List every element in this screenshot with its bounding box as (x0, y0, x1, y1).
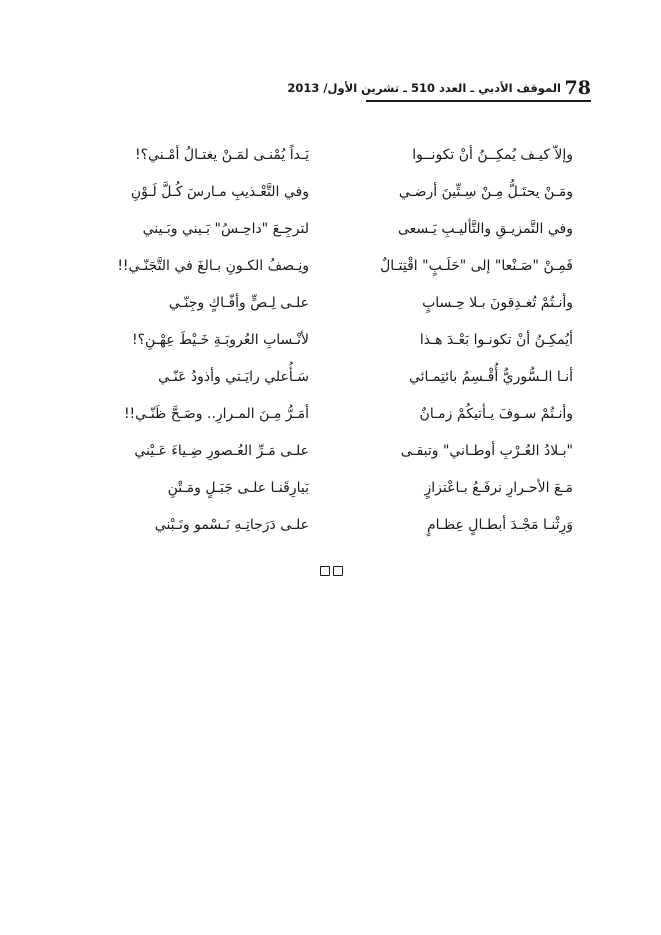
second-hemistich: سَـأُعلي رايَـتي وأذودُ عَنّـي (158, 369, 309, 385)
first-hemistich: وَرِثْنـا مَجْـدَ أبطـالٍ عِظـامٍ (426, 517, 573, 533)
second-hemistich: علـى مَـرِّ العُـصورِ ضِـياءَ عَـيْني (134, 443, 309, 459)
end-of-poem-mark (312, 566, 350, 580)
second-hemistich: وفي التَّعْـذيبِ مـارسَ كُـلَّ لَـوْنِ (130, 184, 309, 200)
first-hemistich: وفي التَّمزيـقِ والتَّأليـبِ يَـسعى (398, 221, 573, 237)
verse-2 (0, 178, 661, 215)
verse-7 (0, 363, 661, 400)
page-number: 78 (564, 77, 591, 99)
second-hemistich: علـى دَرَجاتِـهِ نَـسْمو ونَـبْني (154, 517, 309, 533)
square-icon (333, 566, 343, 576)
first-hemistich: فَمِـنْ "صَـنْعا" إلى "حَلَـبٍ" اقْتِتـالٌ (380, 258, 573, 274)
verse-3 (0, 215, 661, 252)
second-hemistich: لأنْـسابِ العُروبَـةِ خَـيْطَ عِهْـنِ؟! (131, 332, 309, 348)
second-hemistich: لترجِـعَ "داحِـسُ" بَـيني وبَـيني (142, 221, 309, 237)
first-hemistich: ومَـنْ يحتَـلُّ مِـنْ سِـتِّينَ أرضـي (398, 184, 573, 200)
verse-6 (0, 326, 661, 363)
verse-9 (0, 437, 661, 474)
verse-11 (0, 511, 661, 548)
second-hemistich: أمَـرُّ مِـنَ المـرارِ.. وصَـحَّ ظَنّـي!! (123, 406, 309, 422)
first-hemistich: وإلاّ كيـف يُمكِــنُ أنْ تكونــوا (412, 147, 573, 163)
page-header (287, 76, 591, 102)
first-hemistich: "بـلادُ العُـرْبِ أوطـاني" وتبقـى (400, 443, 573, 459)
second-hemistich: ونِـصفُ الكـونِ بـالغَ في التَّجَنّـي!! (117, 258, 309, 274)
header-rule (366, 100, 591, 102)
second-hemistich: يَـداً يُمْنـى لمَـنْ يغتـالُ أمْـني؟! (135, 147, 309, 163)
first-hemistich: وأنـتُمْ تُغـدِقونَ بـلا حِـسابٍ (422, 295, 573, 311)
square-icon (320, 566, 330, 576)
running-head: الموقف الأدبي ـ العدد 510 ـ تشرين الأول/ 2013 (287, 81, 561, 95)
verse-10 (0, 474, 661, 511)
first-hemistich: أنـا الـسُّوريُّ أُقْـسِمُ بائتِمـائي (408, 369, 573, 385)
first-hemistich: أيُمكِـنُ أنْ تكونـوا بَعْـدَ هـذا (419, 332, 573, 348)
second-hemistich: علـى لِـصٍّ وأفّـاكٍ وجِنّـي (168, 295, 309, 311)
first-hemistich: مَـعَ الأحـرارِ نرفَـعُ بـاعْتزازٍ (424, 480, 573, 496)
first-hemistich: وأنـتُمْ سـوفَ يـأتيكُمْ زمـانٌ (419, 406, 573, 422)
verse-4 (0, 252, 661, 289)
verse-5 (0, 289, 661, 326)
verse-1 (0, 141, 661, 178)
verse-8 (0, 400, 661, 437)
poem (0, 141, 661, 548)
second-hemistich: بَيارِقَنـا علـى جَبَـلٍ ومَـتْنِ (167, 480, 309, 496)
